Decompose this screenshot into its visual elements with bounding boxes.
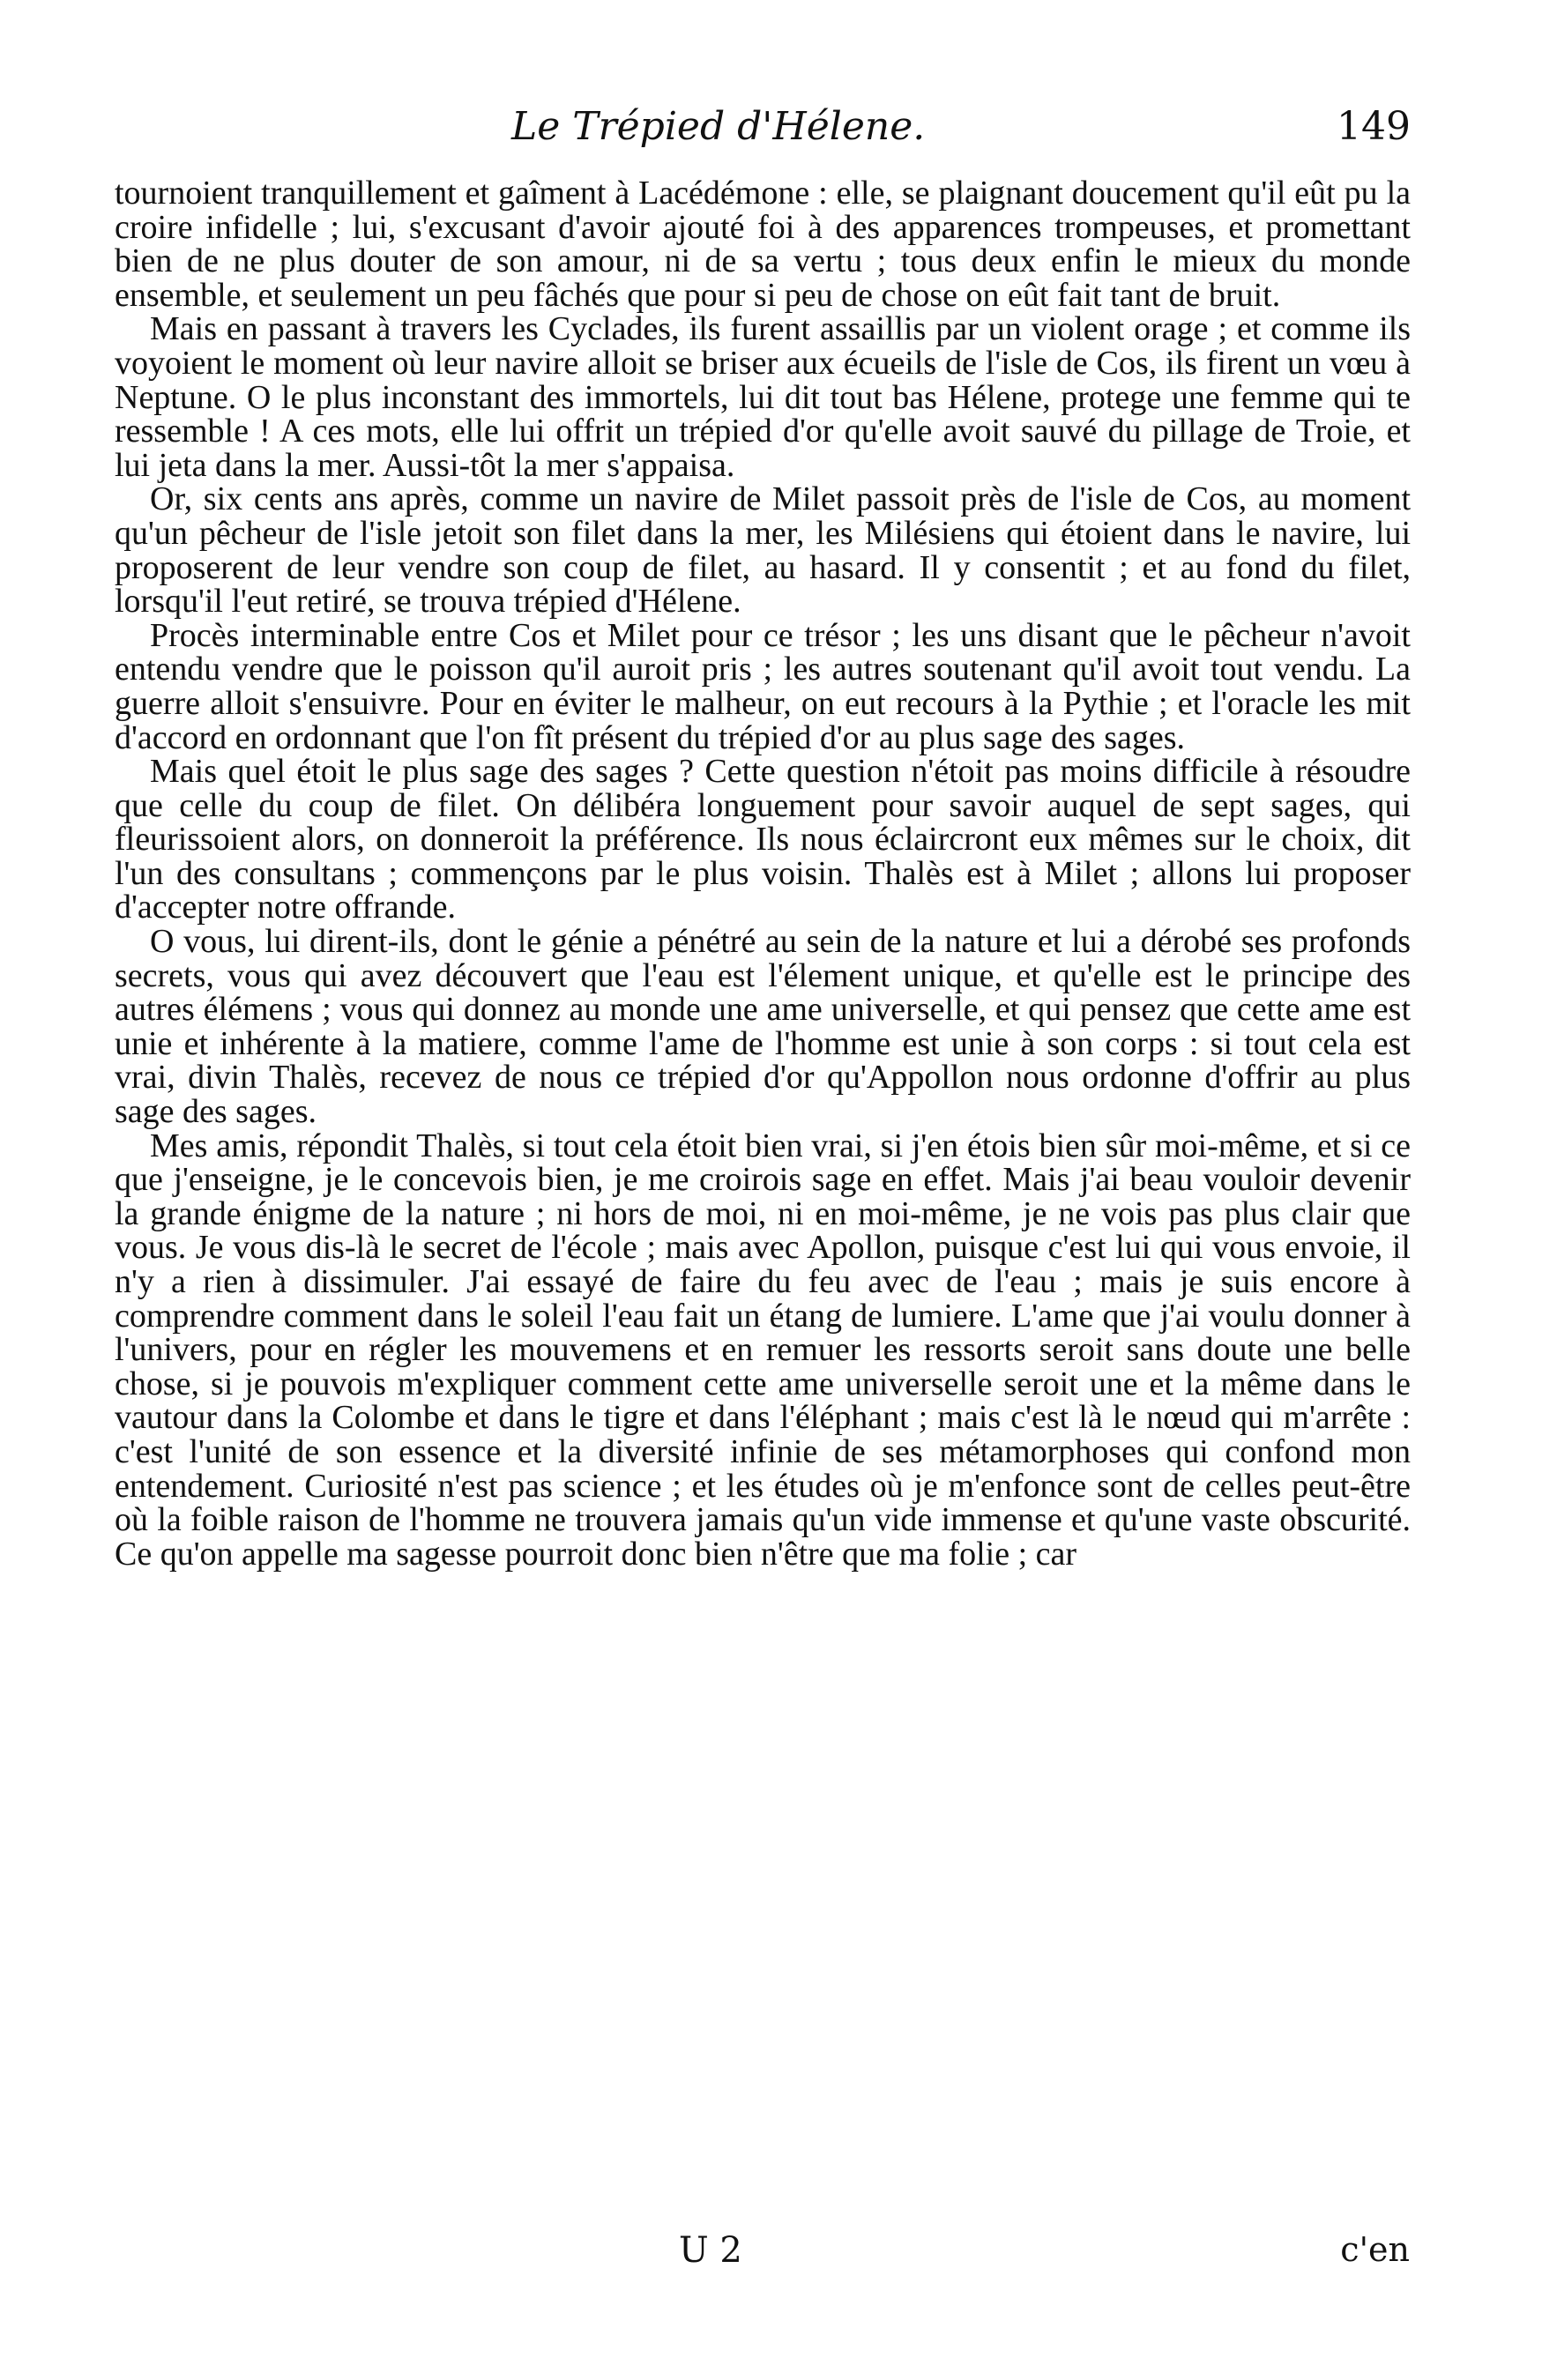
paragraph: Or, six cents ans après, comme un navire de Milet passoit près de l'isle de Cos, au moment qu'un pêcheur de l'isle jetoit son filet dans la mer, les Milésiens qui étoient dans le navire, lui proposerent de leur vendre son coup de filet, au hasard. Il y consentit ; et au fond du filet, lorsqu'il l'eut retiré, se trouva trépied d'Hélene.: [115, 480, 1411, 621]
paragraph: Mais quel étoit le plus sage des sages ? Cette question n'étoit pas moins difficile à résoudre que celle du coup de filet. On délibéra longuement pour savoir auquel de sept sages, qui fleurissoient alors, on donneroit la préférence. Ils nous éclaircront eux mêmes sur le choix, dit l'un des consultans ; commençons par le plus voisin. Thalès est à Milet ; allons lui proposer d'accepter notre offrande.: [115, 753, 1411, 926]
paragraph: Procès interminable entre Cos et Milet pour ce trésor ; les uns disant que le pêcheur n'avoit entendu vendre que le poisson qu'il auroit pris ; les autres soutenant qu'il avoit tout vendu. La guerre alloit s'ensuivre. Pour en éviter le malheur, on eut recours à la Pythie ; et l'oracle les mit d'accord en ordonnant que l'on fît présent du trépied d'or au plus sage des sages.: [115, 616, 1411, 756]
page-header: [115, 104, 1411, 166]
paragraph: tournoient tranquillement et gaîment à Lacédémone : elle, se plaignant doucement qu'il eût pu la croire infidelle ; lui, s'excusant d'avoir ajouté foi à des apparences trompeuses, et promettant bien de ne plus douter de son amour, ni de sa vertu ; tous deux enfin le mieux du monde ensemble, et seulement un peu fâchés que pour si peu de chose on eût fait tant de bruit.: [115, 175, 1411, 314]
signature-mark: U 2: [679, 2230, 742, 2271]
body-text: [115, 176, 1411, 1571]
catchword: c'en: [1340, 2230, 1410, 2269]
page-number: 149: [1337, 104, 1411, 149]
running-title: Le Trépied d'Hélene.: [511, 104, 926, 149]
paragraph: O vous, lui dirent-ils, dont le génie a pénétré au sein de la nature et lui a dérobé ses profonds secrets, vous qui avez découvert que l'eau est l'élement unique, et qu'elle est le principe des autres élémens ; vous qui donnez au monde une ame universelle, et qui pensez que cette ame est unie et inhérente à la matiere, comme l'ame de l'homme est unie à son corps : si tout cela est vrai, divin Thalès, recevez de nous ce trépied d'or qu'Appollon nous ordonne d'offrir au plus sage des sages.: [115, 923, 1411, 1131]
paragraph: Mais en passant à travers les Cyclades, ils furent assaillis par un violent orage ; et comme ils voyoient le moment où leur navire alloit se briser aux écueils de l'isle de Cos, ils firent un vœu à Neptune. O le plus inconstant des immortels, lui dit tout bas Hélene, protege une femme qui te ressemble ! A ces mots, elle lui offrit un trépied d'or qu'elle avoit sauvé du pillage de Troie, et lui jeta dans la mer. Aussi-tôt la mer s'appaisa.: [115, 310, 1411, 484]
paragraph: Mes amis, répondit Thalès, si tout cela étoit bien vrai, si j'en étois bien sûr moi-même, et si ce que j'enseigne, je le concevois bien, je me croirois sage en effet. Mais j'ai beau vouloir devenir la grande énigme de la nature ; ni hors de moi, ni en moi-même, je ne vois pas plus clair que vous. Je vous dis-là le secret de l'école ; mais avec Apollon, puisque c'est lui qui vous envoie, il n'y a rien à dissimuler. J'ai essayé de faire du feu avec de l'eau ; mais je suis encore à comprendre comment dans le soleil l'eau fait un étang de lumiere. L'ame que j'ai voulu donner à l'univers, pour en régler les mouvemens et en remuer les ressorts seroit sans doute une belle chose, si je pouvois m'expliquer comment cette ame universelle seroit une et la même dans le vautour dans la Colombe et dans le tigre et dans l'éléphant ; mais c'est là le nœud qui m'arrête : c'est l'unité de son essence et la diversité infinie de ses métamorphoses qui confond mon entendement. Curiosité n'est pas science ; et les études où je m'enfonce sont de celles peut-être où la foible raison de l'homme ne trouvera jamais qu'un vide immense et qu'une vaste obscurité. Ce qu'on appelle ma sagesse pourroit donc bien n'être que ma folie ; car: [115, 1127, 1411, 1573]
